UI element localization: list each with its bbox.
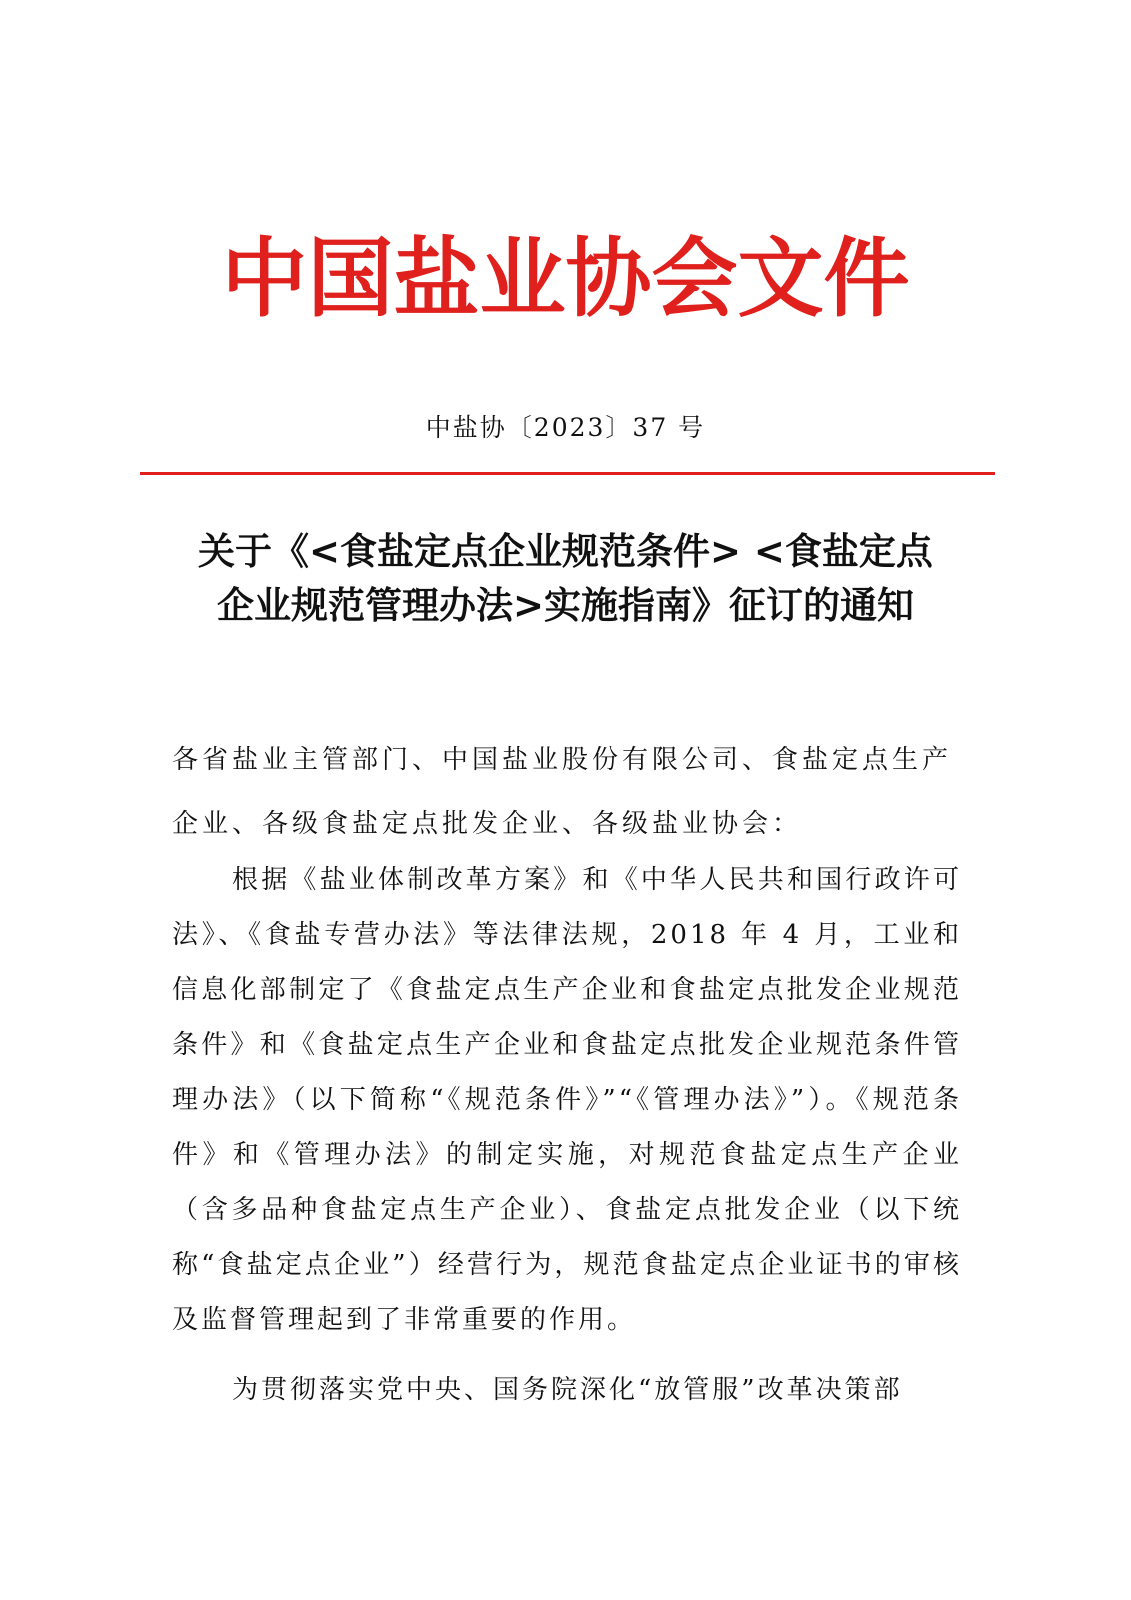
notice-title-line-2: 企业规范管理办法>实施指南》征订的通知 bbox=[216, 584, 914, 627]
notice-title-line-1: 关于《<食盐定点企业规范条件> <食盐定点 bbox=[198, 530, 933, 573]
masthead-title: 中国盐业协会文件 bbox=[221, 229, 910, 329]
body-paragraph-2: 为贯彻落实党中央、国务院深化“放管服”改革决策部 bbox=[232, 1375, 903, 1405]
red-divider-line bbox=[140, 472, 995, 475]
addressee-paragraph: 各省盐业主管部门、中国盐业股份有限公司、食盐定点生产企业、各级食盐定点批发企业、各级盐业协会： bbox=[172, 745, 953, 839]
notice-title bbox=[150, 525, 981, 633]
body-paragraph-1: 根据《盐业体制改革方案》和《中华人民共和国行政许可法》、《食盐专营办法》等法律法规，2018 年 4 月，工业和信息化部制定了《食盐定点生产企业和食盐定点批发企业规范条件》和《食盐定点生产企业和食盐定点批发企业规范条件管理办法》（以下简称“《规范条件》”“《管理办法》”）。《规范条件》和《管理办法》的制定实施，对规范食盐定点生产企业（含多品种食盐定点生产企业）、食盐定点批发企业（以下统称“食盐定点企业”）经营行为，规范食盐定点企业证书的审核及监督管理起到了非常重要的作用。 bbox=[172, 865, 962, 1335]
document-number: 中盐协〔2023〕37 号 bbox=[425, 413, 706, 442]
